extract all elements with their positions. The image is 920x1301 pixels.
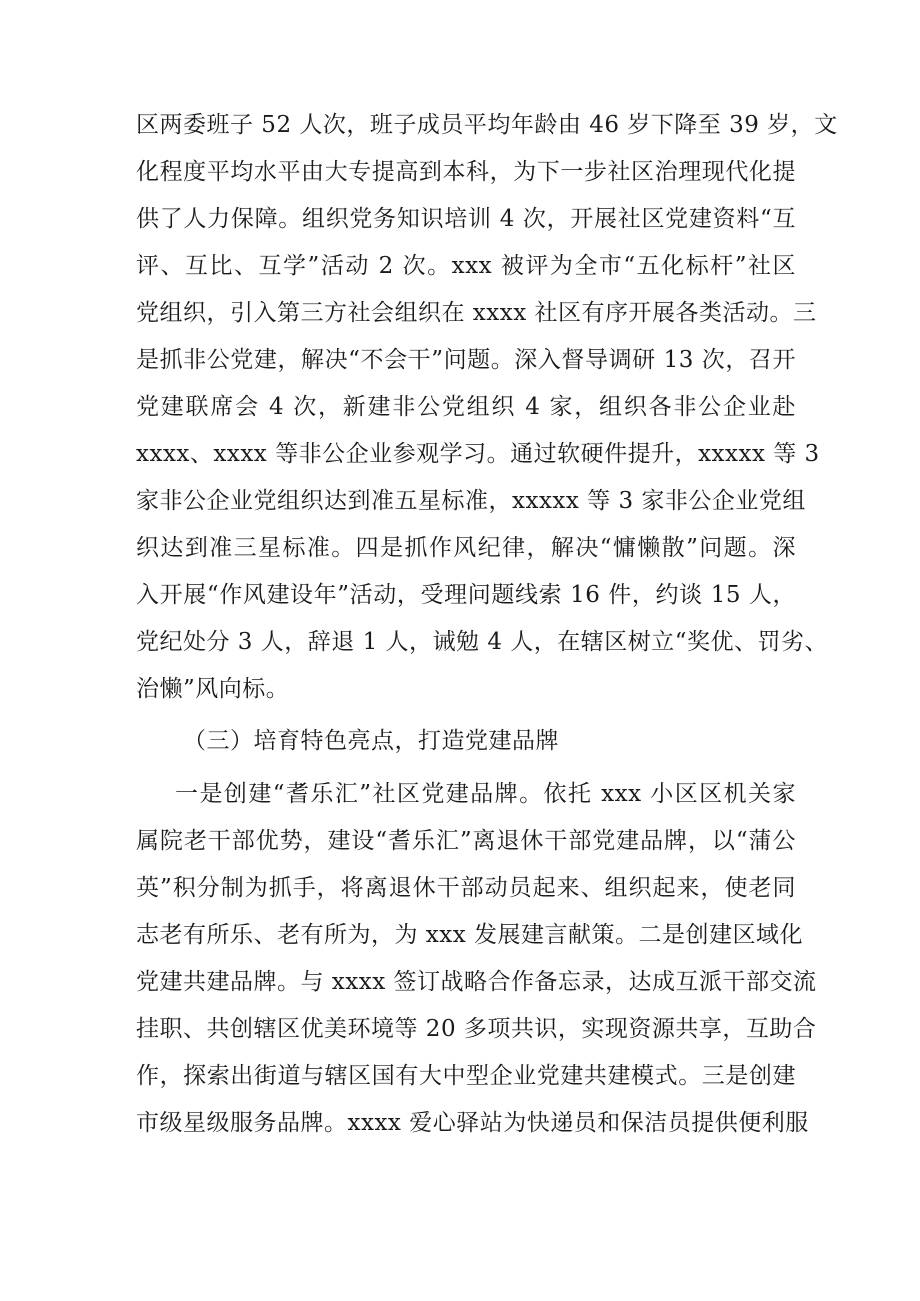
- paragraph-line: 区两委班子 52 人次，班子成员平均年龄由 46 岁下降至 39 岁，文: [136, 112, 838, 138]
- paragraph-line: 党建共建品牌。与 xxxx 签订战略合作备忘录，达成互派干部交流: [136, 969, 817, 995]
- paragraph-line: 家非公企业党组织达到准五星标准，xxxxx 等 3 家非公企业党组: [136, 488, 806, 514]
- paragraph-line: 党建联席会 4 次，新建非公党组织 4 家，组织各非公企业赴: [136, 394, 796, 420]
- paragraph-line: 党纪处分 3 人，辞退 1 人，诫勉 4 人，在辖区树立“奖优、罚劣、: [136, 629, 829, 655]
- paragraph-line: 入开展“作风建设年”活动，受理问题线索 16 件，约谈 15 人，: [136, 582, 796, 608]
- paragraph-line: 党组织，引入第三方社会组织在 xxxx 社区有序开展各类活动。三: [136, 300, 817, 326]
- paragraph-line: 治懒”风向标。: [136, 676, 290, 702]
- paragraph-line: xxxx、xxxx 等非公企业参观学习。通过软硬件提升，xxxxx 等 3: [136, 441, 820, 467]
- paragraph-line: 挂职、共创辖区优美环境等 20 多项共识，实现资源共享，互助合: [136, 1016, 817, 1042]
- paragraph-line: 织达到准三星标准。四是抓作风纪律，解决“慵懒散”问题。深: [136, 535, 796, 561]
- paragraph-line: 作，探索出街道与辖区国有大中型企业党建共建模式。三是创建: [136, 1063, 796, 1089]
- paragraph-line: 是抓非公党建，解决“不会干”问题。深入督导调研 13 次，召开: [136, 347, 796, 373]
- paragraph-line: 属院老干部优势，建设“耆乐汇”离退休干部党建品牌，以“蒲公: [136, 828, 796, 854]
- paragraph-line: 一是创建“耆乐汇”社区党建品牌。依托 xxx 小区区机关家: [175, 781, 796, 807]
- paragraph-line: 化程度平均水平由大专提高到本科，为下一步社区治理现代化提: [136, 159, 796, 185]
- paragraph-line: 市级星级服务品牌。xxxx 爱心驿站为快递员和保洁员提供便利服: [136, 1110, 809, 1136]
- section-heading: （三）培育特色亮点，打造党建品牌: [183, 728, 559, 754]
- paragraph-line: 志老有所乐、老有所为，为 xxx 发展建言献策。二是创建区域化: [136, 922, 804, 948]
- paragraph-line: 评、互比、互学”活动 2 次。xxx 被评为全市“五化标杆”社区: [136, 253, 796, 279]
- paragraph-line: 供了人力保障。组织党务知识培训 4 次，开展社区党建资料“互: [136, 206, 796, 232]
- paragraph-line: 英”积分制为抓手，将离退休干部动员起来、组织起来，使老同: [136, 875, 796, 901]
